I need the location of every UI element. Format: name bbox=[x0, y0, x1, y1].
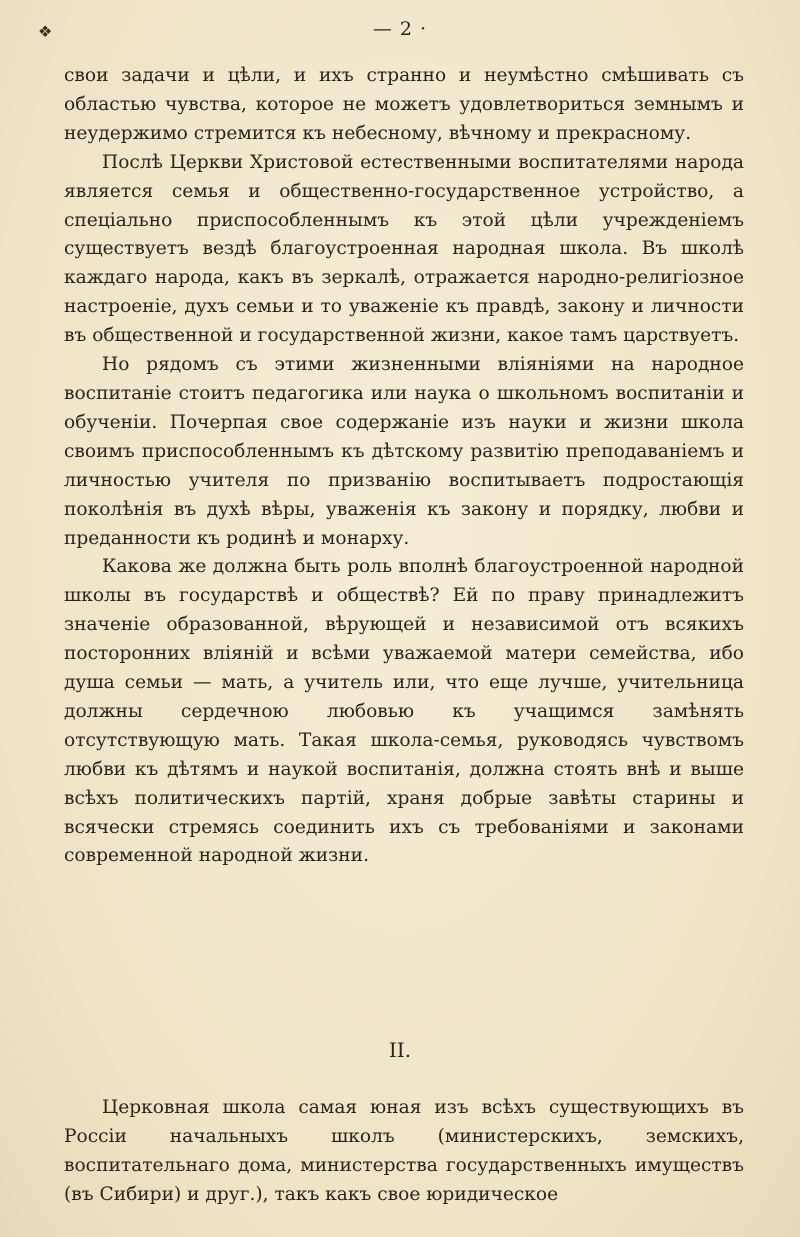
section-heading: II. bbox=[388, 1038, 412, 1062]
paragraph-4: Какова же должна быть роль вполнѣ благоустроенной народной школы въ государствѣ и обществѣ? Ей по праву принадлежитъ значеніе образованной, вѣрующей и независимой отъ всякихъ посторонних вліяній и всѣми уважаемой матери семейства, ибо душа семьи — мать, а учитель или, что еще лучше, учительница должны сердечною любовью къ учащимся замѣнять отсутствующую мать. Такая школа-семья, руководясь чувствомъ любви къ дѣтямъ и наукой воспитанія, должна стоять внѣ и выше всѣхъ политическихъ партій, храня добрые завѣты старины и всячески стремясь соединить ихъ съ требованіями и законами современной народной жизни. bbox=[64, 556, 744, 867]
main-text bbox=[64, 62, 744, 871]
ornament-mark: ❖ bbox=[38, 22, 53, 41]
page-number: — 2 · bbox=[372, 18, 428, 40]
section-paragraph: Церковная школа самая юная изъ всѣхъ существующихъ въ Россіи начальныхъ школъ (министерскихъ, земскихъ, воспитательнаго дома, министерства государственныхъ имуществъ (въ Сибири) и друг.), такъ какъ свое юридическое bbox=[64, 1097, 744, 1205]
paragraph-1: свои задачи и цѣли, и ихъ странно и неумѣстно смѣшивать съ областью чувства, которое не можетъ удовлетвориться земнымъ и неудержимо стремится къ небесному, вѣчному и прекрасному. bbox=[64, 65, 744, 144]
paragraph-3: Но рядомъ съ этими жизненными вліяніями на народное воспитаніе стоитъ педагогика или наука о школьномъ воспитаніи и обученіи. Почерпая свое содержаніе изъ науки и жизни школа своимъ приспособленнымъ къ дѣтскому развитію преподаваніемъ и личностью учителя по призванію воспитываетъ подростающія поколѣнія въ духѣ вѣры, уваженія къ закону и порядку, любви и преданности къ родинѣ и монарху. bbox=[64, 354, 744, 549]
section-text bbox=[64, 1094, 744, 1210]
paragraph-2: Послѣ Церкви Христовой естественными воспитателями народа является семья и общественно-государственное устройство, а спеціально приспособленнымъ къ этой цѣли учрежденіемъ существуетъ вездѣ благоустроенная народная школа. Въ школѣ каждаго народа, какъ въ зеркалѣ, отражается народно-религіозное настроеніе, духъ семьи и то уваженіе къ правдѣ, закону и личности въ общественной и государственной жизни, какое тамъ царствуетъ. bbox=[64, 151, 744, 347]
